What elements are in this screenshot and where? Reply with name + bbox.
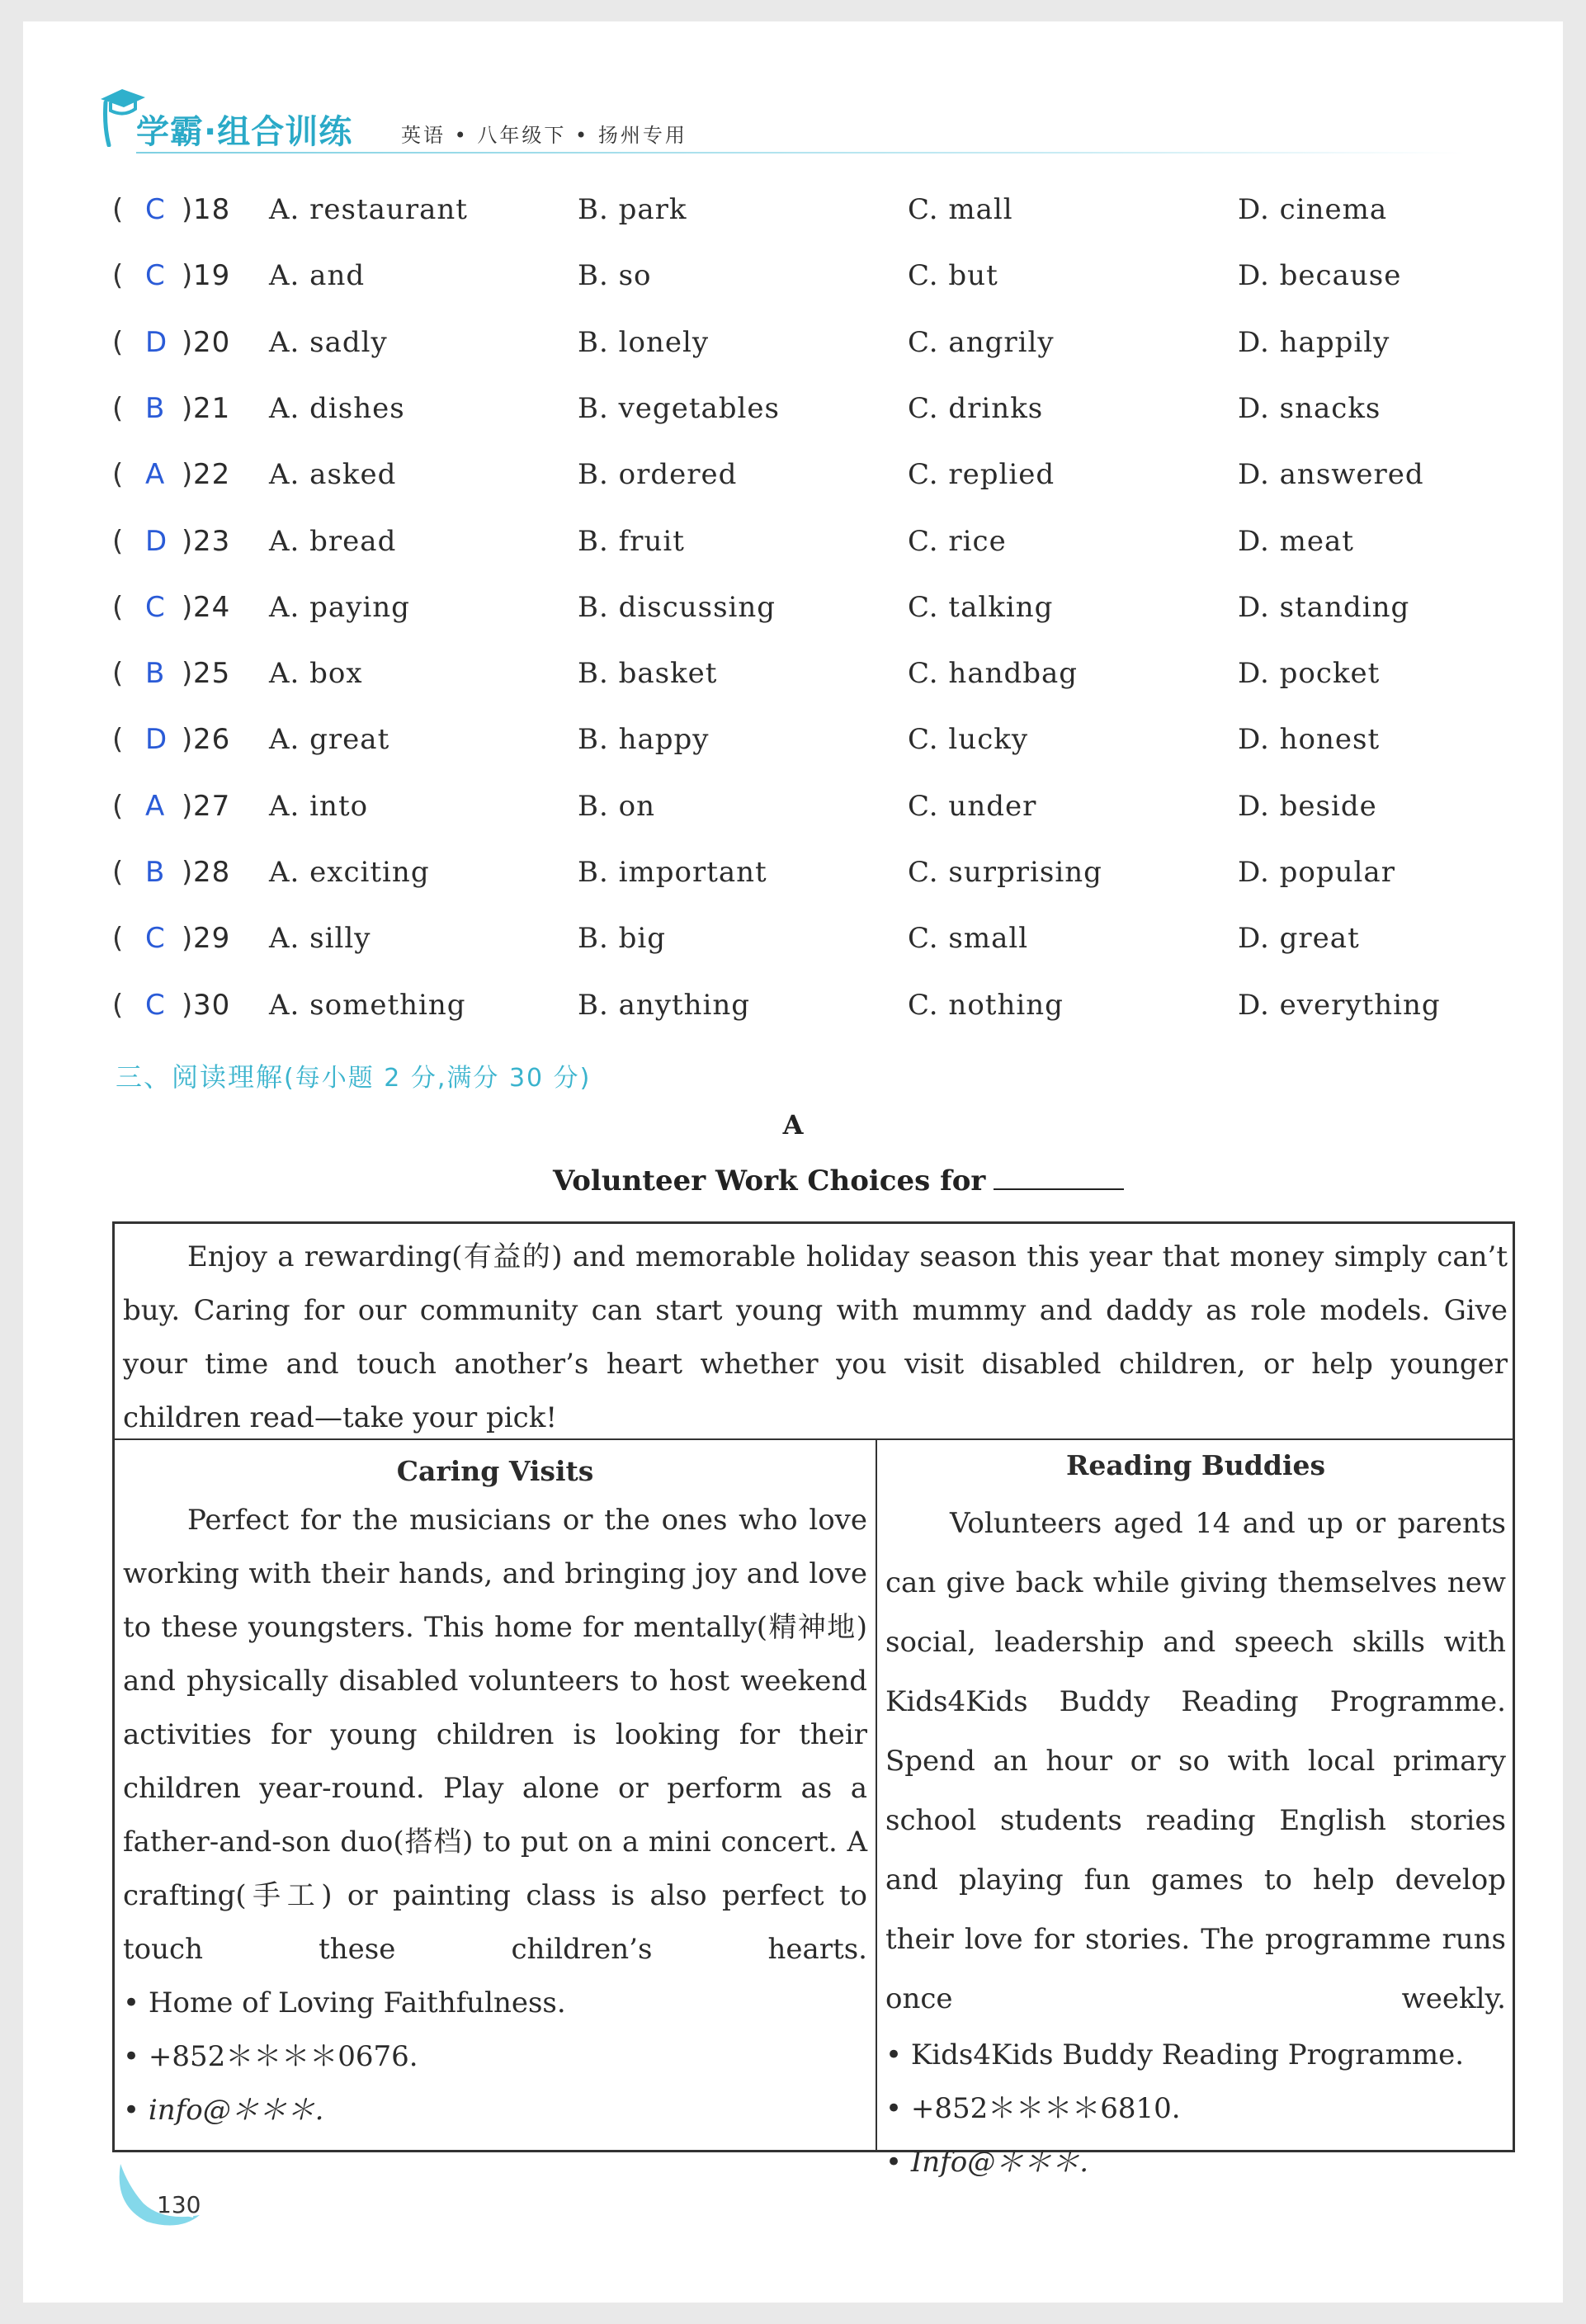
close-paren: ) (182, 723, 194, 757)
option-b: B. on (578, 789, 655, 823)
question-number: 24 (193, 590, 231, 624)
open-paren: ( (112, 723, 125, 757)
open-paren: ( (112, 922, 125, 956)
open-paren: ( (112, 856, 125, 889)
close-paren: ) (182, 922, 194, 956)
box-divider-vertical (876, 1438, 877, 2152)
option-d: D. happily (1238, 325, 1390, 359)
question-number: 18 (193, 193, 231, 226)
option-c: C. surprising (908, 856, 1102, 889)
caring-visits-column (123, 1440, 867, 2137)
question-number: 19 (193, 259, 231, 293)
close-paren: ) (182, 988, 194, 1022)
option-b: B. anything (578, 988, 751, 1022)
option-a: A. restaurant (269, 193, 468, 226)
open-paren: ( (112, 259, 125, 293)
open-paren: ( (112, 657, 125, 691)
option-a: A. exciting (269, 856, 430, 889)
question-number: 21 (193, 391, 231, 425)
close-paren: ) (182, 657, 194, 691)
option-c: C. replied (908, 458, 1055, 492)
option-a: A. great (269, 723, 390, 757)
option-a: A. silly (269, 922, 371, 956)
reading-buddies-body (885, 1494, 1506, 2029)
option-c: C. angrily (908, 325, 1055, 359)
intro-paragraph (123, 1230, 1508, 1445)
option-b: B. happy (578, 723, 710, 757)
question-number: 26 (193, 723, 231, 757)
option-c: C. but (908, 259, 998, 293)
option-a: A. bread (269, 524, 397, 558)
open-paren: ( (112, 988, 125, 1022)
question-number: 30 (193, 988, 231, 1022)
option-b: B. big (578, 922, 667, 956)
page-number: 130 (157, 2191, 201, 2218)
reading-bullet-phone: • +852＊＊＊＊6810. (885, 2092, 1181, 2125)
passage-letter: A (782, 1109, 804, 1141)
answer-letter: C (145, 193, 166, 226)
close-paren: ) (182, 458, 194, 492)
question-number: 25 (193, 657, 231, 691)
option-b: B. park (578, 193, 687, 226)
option-b: B. lonely (578, 325, 710, 359)
answer-letter: B (145, 657, 166, 691)
question-number: 28 (193, 856, 231, 889)
option-c: C. handbag (908, 657, 1079, 691)
option-d: D. answered (1238, 458, 1424, 492)
option-c: C. lucky (908, 723, 1029, 757)
open-paren: ( (112, 524, 125, 558)
option-b: B. important (578, 856, 767, 889)
answer-letter: C (145, 590, 166, 624)
option-a: A. into (269, 789, 369, 823)
question-number: 29 (193, 922, 231, 956)
header-divider (136, 152, 1465, 154)
passage-title-text: Volunteer Work Choices for (553, 1164, 986, 1197)
close-paren: ) (182, 193, 194, 226)
caring-visits-title: Caring Visits (396, 1455, 594, 1487)
option-c: C. rice (908, 524, 1007, 558)
section-title-text: 三、阅读理解 (116, 1061, 285, 1093)
question-number: 23 (193, 524, 231, 558)
brand-title: 学霸·组合训练 (136, 113, 353, 151)
option-d: D. cinema (1238, 193, 1388, 226)
question-number: 27 (193, 789, 231, 823)
close-paren: ) (182, 524, 194, 558)
option-b: B. discussing (578, 590, 776, 624)
answer-letter: C (145, 988, 166, 1022)
reading-bullet-email: • Info@＊＊＊. (885, 2146, 1089, 2179)
option-a: A. something (269, 988, 466, 1022)
intro-text: Enjoy a rewarding(有益的) and memorable holiday season this year that money simply can’t buy. Caring for our community can start young with mummy and daddy as role models. Give your time and touch another’s heart whether you visit disabled children, or help younger children read—take your pick! (123, 1240, 1508, 1434)
answer-letter: C (145, 922, 166, 956)
reading-buddies-text: Volunteers aged 14 and up or parents can give back while giving themselves new social, leadership and speech skills with Kids4Kids Buddy Reading Programme. Spend an hour or so with local primary school students reading English stories and playing fun games to help develop their love for stories. The programme runs once weekly. (885, 1507, 1506, 2015)
header-subtitle: 英语 • 八年级下 • 扬州专用 (401, 124, 687, 147)
answer-letter: A (145, 789, 166, 823)
option-b: B. basket (578, 657, 718, 691)
open-paren: ( (112, 325, 125, 359)
close-paren: ) (182, 590, 194, 624)
open-paren: ( (112, 590, 125, 624)
close-paren: ) (182, 259, 194, 293)
answer-letter: D (145, 524, 168, 558)
option-c: C. under (908, 789, 1037, 823)
caring-bullet-name: • Home of Loving Faithfulness. (123, 1986, 566, 2019)
option-c: C. mall (908, 193, 1013, 226)
option-d: D. honest (1238, 723, 1381, 757)
option-c: C. nothing (908, 988, 1064, 1022)
section-note: (每小题 2 分,满分 30 分) (284, 1064, 592, 1093)
caring-visits-body (123, 1494, 867, 1977)
reading-bullet-name: • Kids4Kids Buddy Reading Programme. (885, 2038, 1465, 2071)
answer-letter: C (145, 259, 166, 293)
close-paren: ) (182, 856, 194, 889)
option-c: C. drinks (908, 391, 1044, 425)
option-d: D. popular (1238, 856, 1395, 889)
option-d: D. great (1238, 922, 1360, 956)
option-a: A. and (269, 259, 366, 293)
open-paren: ( (112, 458, 125, 492)
option-d: D. meat (1238, 524, 1354, 558)
close-paren: ) (182, 391, 194, 425)
caring-bullet-phone: • +852＊＊＊＊0676. (123, 2040, 418, 2073)
option-d: D. because (1238, 259, 1402, 293)
option-d: D. standing (1238, 590, 1410, 624)
answer-letter: D (145, 325, 168, 359)
option-a: A. box (269, 657, 363, 691)
option-a: A. paying (269, 590, 410, 624)
answer-letter: D (145, 723, 168, 757)
close-paren: ) (182, 325, 194, 359)
option-c: C. small (908, 922, 1029, 956)
question-number: 20 (193, 325, 231, 359)
passage-title (553, 1164, 1124, 1197)
passage-box (112, 1221, 1515, 2179)
caring-visits-text: Perfect for the musicians or the ones who love working with their hands, and bringing joy and love to these youngsters. This home for mentally(精神地) and physically disabled volunteers to host weekend activities for young children is looking for their children year-round. Play alone or perform as a father-and-son duo(搭档) to put on a mini concert. A crafting(手工) or painting class is also perfect to touch these children’s hearts. (123, 1504, 867, 1966)
section-title (116, 1056, 591, 1094)
option-b: B. ordered (578, 458, 738, 492)
option-a: A. asked (269, 458, 397, 492)
option-b: B. fruit (578, 524, 685, 558)
answer-letter: B (145, 391, 166, 425)
open-paren: ( (112, 193, 125, 226)
caring-bullet-email: • info@＊＊＊. (123, 2094, 324, 2127)
option-a: A. dishes (269, 391, 405, 425)
open-paren: ( (112, 391, 125, 425)
option-d: D. beside (1238, 789, 1377, 823)
option-d: D. everything (1238, 988, 1441, 1022)
answer-letter: A (145, 458, 166, 492)
close-paren: ) (182, 789, 194, 823)
open-paren: ( (112, 789, 125, 823)
question-number: 22 (193, 458, 231, 492)
reading-buddies-title: Reading Buddies (1065, 1449, 1326, 1481)
answer-letter: B (145, 856, 166, 889)
reading-buddies-column (885, 1440, 1506, 2189)
option-c: C. talking (908, 590, 1054, 624)
answer-blank (994, 1164, 1124, 1190)
option-d: D. snacks (1238, 391, 1381, 425)
option-a: A. sadly (269, 325, 388, 359)
option-b: B. so (578, 259, 652, 293)
option-d: D. pocket (1238, 657, 1381, 691)
option-b: B. vegetables (578, 391, 780, 425)
